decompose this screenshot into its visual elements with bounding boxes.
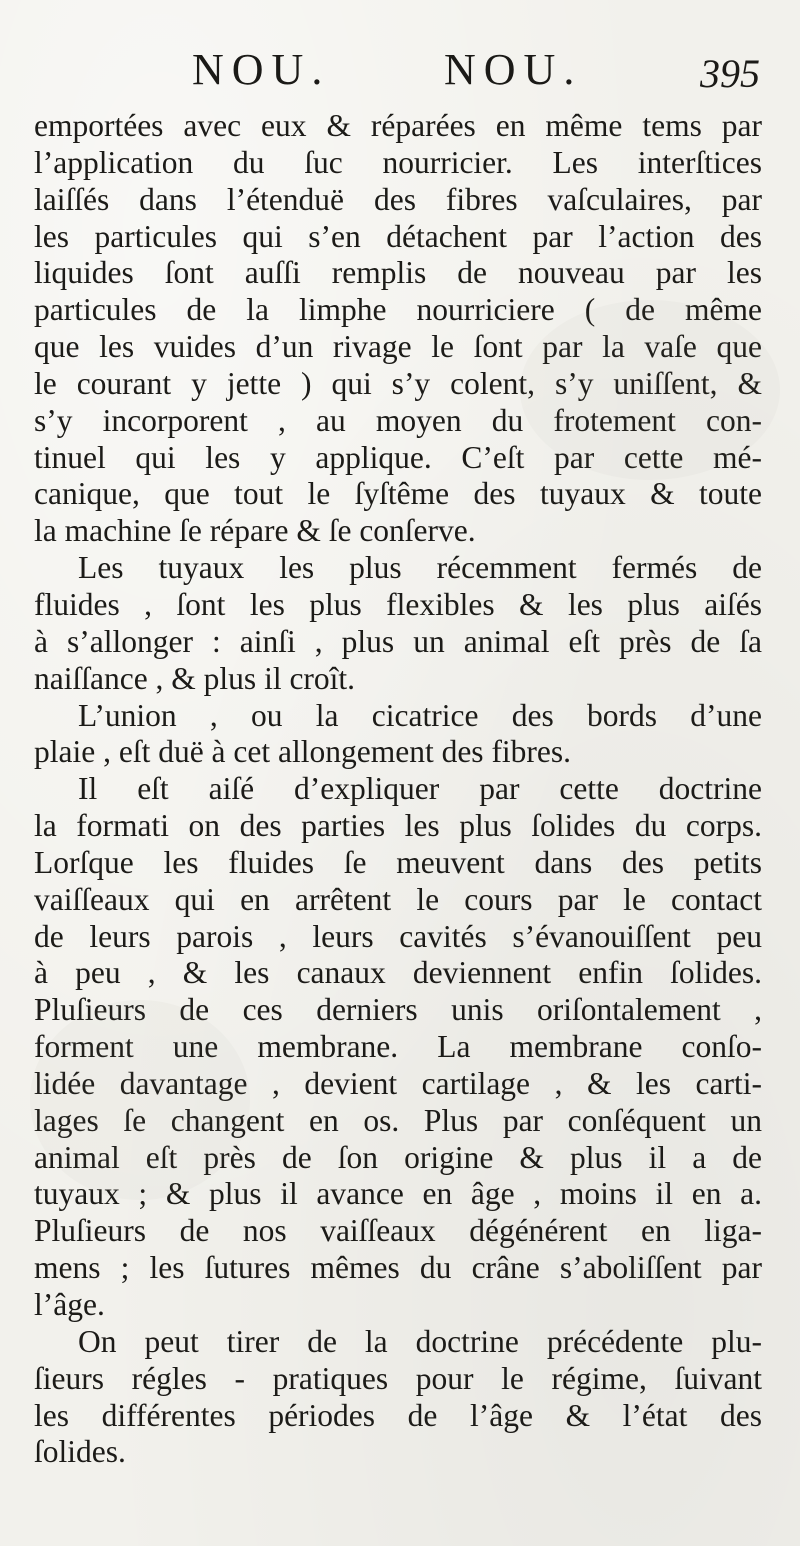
text-line: ſieurs régles - pratiques pour le régime, ſuivant	[34, 1360, 762, 1396]
text-line: canique, que tout le ſyſtême des tuyaux & toute	[34, 476, 762, 512]
text-line: L’union , ou la cicatrice des bords d’une	[78, 697, 762, 733]
text-line: l’âge.	[34, 1287, 105, 1322]
text-line: à s’allonger : ainſi , plus un animal eſt près de ſa	[34, 623, 762, 659]
text-line: de leurs parois , leurs cavités s’évanouiſſent peu	[34, 918, 762, 954]
text-line: la machine ſe répare & ſe conſerve.	[34, 513, 476, 549]
paragraph	[34, 1324, 762, 1471]
text-line: la formati on des parties les plus ſolides du corps.	[34, 808, 762, 844]
text-line: On peut tirer de la doctrine précédente plu-	[78, 1323, 762, 1359]
text-line: tinuel qui les y applique. C’eſt par cette mé-	[34, 439, 762, 475]
text-line: l’application du ſuc nourricier. Les interſtices	[34, 144, 762, 180]
text-line: que les vuides d’un rivage le ſont par la vaſe que	[34, 329, 762, 365]
text-line: s’y incorporent , au moyen du frotement con-	[34, 402, 762, 438]
text-line: forment une membrane. La membrane conſo-	[34, 1029, 762, 1065]
text-line: à peu , & les canaux deviennent enfin ſolides.	[34, 955, 762, 991]
text-line: ſolides.	[34, 1434, 126, 1470]
text-line: lages ſe changent en os. Plus par conſéquent un	[34, 1102, 762, 1138]
page-number: 395	[700, 51, 760, 96]
text-line: emportées avec eux & réparées en même tems par	[34, 108, 762, 143]
text-line: Pluſieurs de nos vaiſſeaux dégénérent en liga-	[34, 1213, 762, 1249]
text-line: les différentes périodes de l’âge & l’état des	[34, 1397, 762, 1433]
text-line: particules de la limphe nourriciere ( de même	[34, 292, 762, 328]
text-line: tuyaux ; & plus il avance en âge , moins il en a.	[34, 1176, 762, 1212]
text-line: vaiſſeaux qui en arrêtent le cours par le contact	[34, 881, 762, 917]
header-right: NOU.	[444, 45, 583, 94]
text-line: laiſſés dans l’étenduë des fibres vaſculaires, par	[34, 181, 762, 217]
text-line: naiſſance , & plus il croît.	[34, 660, 356, 696]
text-line: animal eſt près de ſon origine & plus il a de	[34, 1139, 762, 1175]
text-line: mens ; les ſutures mêmes du crâne s’aboliſſent par	[34, 1250, 762, 1286]
text-line: Les tuyaux les plus récemment fermés de	[78, 550, 762, 586]
paragraph	[34, 550, 762, 697]
paper-stain	[520, 300, 780, 480]
paper-stain	[30, 1000, 250, 1200]
text-line: liquides ſont auſſi remplis de nouveau par les	[34, 255, 762, 291]
paragraph	[34, 698, 762, 772]
text-line: Il eſt aiſé d’expliquer par cette doctrine	[78, 771, 762, 807]
text-line: plaie , eſt duë à cet allongement des fibres.	[34, 734, 572, 770]
text-line: le courant y jette ) qui s’y colent, s’y uniſſent, &	[34, 365, 762, 401]
text-line: Lorſque les fluides ſe meuvent dans des petits	[34, 844, 762, 880]
header-left: NOU.	[192, 45, 331, 94]
text-line: fluides , ſont les plus flexibles & les plus aiſés	[34, 586, 762, 622]
text-line: les particules qui s’en détachent par l’action des	[34, 218, 762, 254]
text-line: lidée davantage , devient cartilage , & les carti-	[34, 1065, 762, 1101]
running-header	[34, 40, 762, 108]
text-line: Pluſieurs de ces derniers unis oriſontalement ,	[34, 992, 762, 1028]
